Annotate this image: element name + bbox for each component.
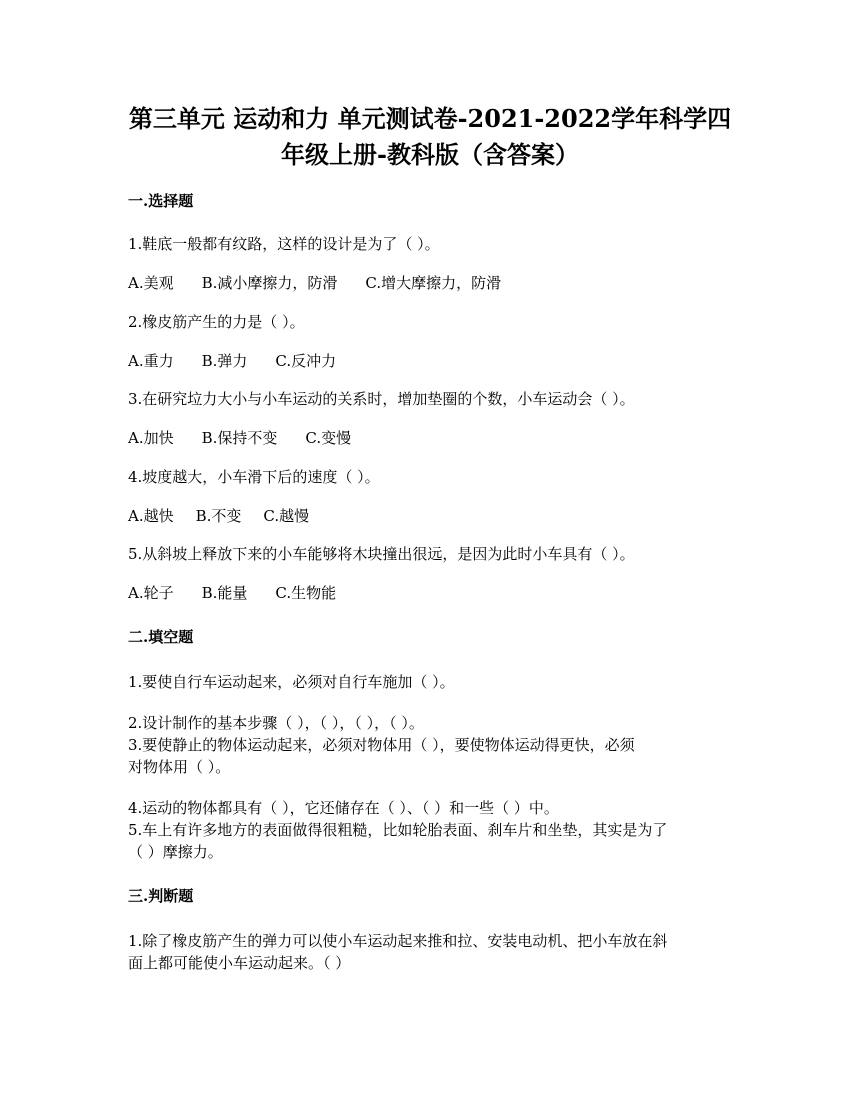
option-c: C.变慢 [305,429,352,447]
document-title-line-1: 第三单元 运动和力 单元测试卷-2021-2022学年科学四 [128,104,732,133]
fill-line: 2.设计制作的基本步骤（ ），（ ），（ ），（ ）。 [128,714,424,732]
option-b: B.能量 [201,584,248,602]
judge-line: 1.除了橡皮筋产生的弹力可以使小车运动起来推和拉、安装电动机、把小车放在斜 [128,932,668,950]
question-text: 2.橡皮筋产生的力是（ ）。 [128,313,305,331]
question-options [128,505,309,527]
question-text: 5.从斜坡上释放下来的小车能够将木块撞出很远，是因为此时小车具有（ ）。 [128,545,635,563]
option-b: B.弹力 [201,352,248,370]
option-a: A.美观 [128,274,174,292]
judge-line: 面上都可能使小车运动起来。（ ） [128,954,351,972]
question-text: 1.鞋底一般都有纹路，这样的设计是为了（ ）。 [128,235,440,253]
section-heading-judge: 三.判断题 [128,887,194,905]
fill-line: 5.车上有许多地方的表面做得很粗糙，比如轮胎表面、刹车片和坐垫，其实是为了 [128,821,668,839]
question-options [128,427,351,449]
question-options [128,582,336,604]
question-text: 3.在研究垃力大小与小车运动的关系时，增加垫圈的个数，小车运动会（ ）。 [128,390,635,408]
option-c: C.生物能 [275,584,337,602]
option-b: B.不变 [195,507,242,525]
question-text: 4.坡度越大，小车滑下后的速度（ ）。 [128,468,380,486]
option-b: B.减小摩擦力，防滑 [201,274,338,292]
option-a: A.越快 [128,507,174,525]
option-c: C.反冲力 [275,352,337,370]
question-options [128,272,501,294]
fill-line: 4.运动的物体都具有（ ），它还储存在（ ）、（ ）和一些（ ）中。 [128,799,559,817]
document-title-line-2: 年级上册-教科版（含答案） [281,140,579,169]
option-a: A.加快 [128,429,174,447]
option-b: B.保持不变 [201,429,278,447]
question-options [128,350,336,372]
option-c: C.增大摩擦力，防滑 [365,274,502,292]
fill-line: 1.要使自行车运动起来，必须对自行车施加（ ）。 [128,673,455,691]
section-heading-choice: 一.选择题 [128,192,194,210]
option-a: A.重力 [128,352,174,370]
fill-line: （ ）摩擦力。 [128,843,223,861]
option-c: C.越慢 [263,507,310,525]
option-a: A.轮子 [128,584,174,602]
section-heading-fill: 二.填空题 [128,628,194,646]
fill-line: 3.要使静止的物体运动起来，必须对物体用（ ），要使物体运动得更快，必须 [128,736,635,754]
fill-line: 对物体用（ ）。 [128,758,231,776]
